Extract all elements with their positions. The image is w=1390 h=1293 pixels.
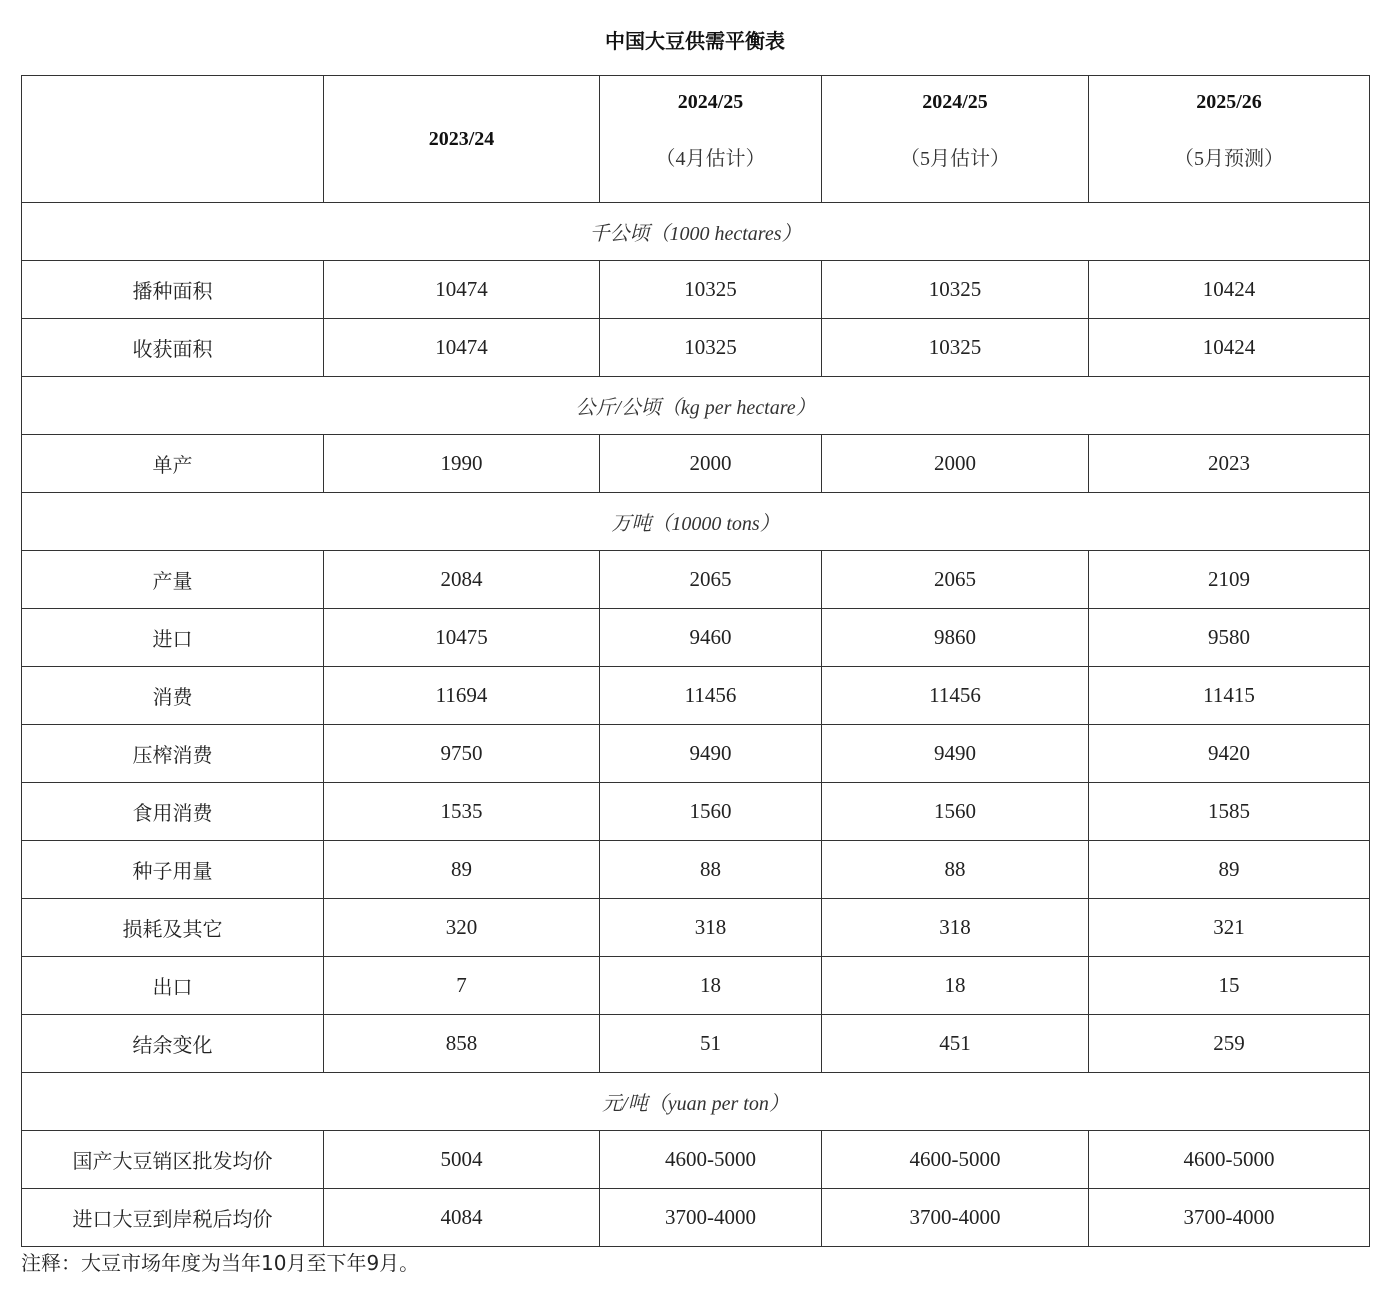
- table-title: 中国大豆供需平衡表: [605, 29, 785, 53]
- header-subtitle: （5月估计）: [900, 148, 1010, 170]
- header-year: 2025/26: [1196, 91, 1262, 113]
- header-col-2025-26-may: [1089, 76, 1370, 203]
- unit-row: [22, 203, 1370, 261]
- row-label: 出口: [22, 957, 324, 1015]
- table-row: [22, 609, 1370, 667]
- row-label: 进口大豆到岸税后均价: [22, 1189, 324, 1247]
- value-cell: 9750: [324, 725, 600, 783]
- value-cell: 10325: [822, 261, 1089, 319]
- row-label: 结余变化: [22, 1015, 324, 1073]
- value-cell: 51: [600, 1015, 822, 1073]
- row-label: 进口: [22, 609, 324, 667]
- row-label: 压榨消费: [22, 725, 324, 783]
- table-row: [22, 841, 1370, 899]
- unit-label: 元/吨（yuan per ton）: [22, 1073, 1370, 1131]
- value-cell: 9860: [822, 609, 1089, 667]
- header-year: 2024/25: [677, 91, 744, 113]
- value-cell: 2065: [822, 551, 1089, 609]
- value-cell: 11694: [324, 667, 600, 725]
- unit-label: 万吨（10000 tons）: [22, 493, 1370, 551]
- row-label: 消费: [22, 667, 324, 725]
- value-cell: 15: [1089, 957, 1370, 1015]
- value-cell: 2000: [600, 435, 822, 493]
- value-cell: 9420: [1089, 725, 1370, 783]
- value-cell: 2023: [1089, 435, 1370, 493]
- row-label: 损耗及其它: [22, 899, 324, 957]
- value-cell: 1560: [600, 783, 822, 841]
- value-cell: 10325: [600, 261, 822, 319]
- value-cell: 10474: [324, 319, 600, 377]
- value-cell: 3700-4000: [600, 1189, 822, 1247]
- value-cell: 10424: [1089, 319, 1370, 377]
- value-cell: 451: [822, 1015, 1089, 1073]
- unit-row: [22, 493, 1370, 551]
- table-row: [22, 551, 1370, 609]
- table-body: [22, 203, 1370, 1247]
- value-cell: 88: [600, 841, 822, 899]
- value-cell: 9460: [600, 609, 822, 667]
- header-year: 2023/24: [428, 128, 495, 150]
- unit-label: 千公顷（1000 hectares）: [22, 203, 1370, 261]
- value-cell: 10325: [822, 319, 1089, 377]
- header-label-cell: [22, 76, 324, 203]
- value-cell: 1585: [1089, 783, 1370, 841]
- table-row: [22, 319, 1370, 377]
- value-cell: 9490: [600, 725, 822, 783]
- value-cell: 3700-4000: [1089, 1189, 1370, 1247]
- table-row: [22, 1015, 1370, 1073]
- header-subtitle: （4月估计）: [655, 148, 766, 170]
- table-row: [22, 667, 1370, 725]
- row-label: 产量: [22, 551, 324, 609]
- row-label: 播种面积: [22, 261, 324, 319]
- table-row: [22, 261, 1370, 319]
- table-row: [22, 957, 1370, 1015]
- value-cell: 1560: [822, 783, 1089, 841]
- value-cell: 18: [600, 957, 822, 1015]
- value-cell: 259: [1089, 1015, 1370, 1073]
- value-cell: 11456: [822, 667, 1089, 725]
- value-cell: 318: [822, 899, 1089, 957]
- header-year: 2024/25: [922, 91, 988, 113]
- value-cell: 318: [600, 899, 822, 957]
- value-cell: 10475: [324, 609, 600, 667]
- table-row: [22, 1189, 1370, 1247]
- header-subtitle: （5月预测）: [1174, 148, 1284, 170]
- value-cell: 9490: [822, 725, 1089, 783]
- value-cell: 1535: [324, 783, 600, 841]
- unit-row: [22, 1073, 1370, 1131]
- value-cell: 2109: [1089, 551, 1370, 609]
- value-cell: 858: [324, 1015, 600, 1073]
- table-row: [22, 783, 1370, 841]
- table-row: [22, 1131, 1370, 1189]
- row-label: 食用消费: [22, 783, 324, 841]
- header-col-2024-25-april: [600, 76, 822, 203]
- value-cell: 10325: [600, 319, 822, 377]
- row-label: 国产大豆销区批发均价: [22, 1131, 324, 1189]
- value-cell: 4084: [324, 1189, 600, 1247]
- footnote: 注释：大豆市场年度为当年10月至下年9月。: [21, 1251, 420, 1275]
- header-col-2024-25-may: [822, 76, 1089, 203]
- row-label: 单产: [22, 435, 324, 493]
- value-cell: 4600-5000: [1089, 1131, 1370, 1189]
- value-cell: 1990: [324, 435, 600, 493]
- value-cell: 4600-5000: [822, 1131, 1089, 1189]
- table-row: [22, 725, 1370, 783]
- value-cell: 2084: [324, 551, 600, 609]
- value-cell: 4600-5000: [600, 1131, 822, 1189]
- unit-row: [22, 377, 1370, 435]
- row-label: 种子用量: [22, 841, 324, 899]
- value-cell: 18: [822, 957, 1089, 1015]
- table-row: [22, 435, 1370, 493]
- header-row: [22, 76, 1370, 203]
- value-cell: 7: [324, 957, 600, 1015]
- value-cell: 89: [324, 841, 600, 899]
- value-cell: 321: [1089, 899, 1370, 957]
- supply-demand-table: [21, 75, 1370, 1247]
- row-label: 收获面积: [22, 319, 324, 377]
- value-cell: 11456: [600, 667, 822, 725]
- value-cell: 2000: [822, 435, 1089, 493]
- table-row: [22, 899, 1370, 957]
- value-cell: 11415: [1089, 667, 1370, 725]
- value-cell: 10424: [1089, 261, 1370, 319]
- header-col-2023-24: [324, 76, 600, 203]
- value-cell: 88: [822, 841, 1089, 899]
- unit-label: 公斤/公顷（kg per hectare）: [22, 377, 1370, 435]
- value-cell: 9580: [1089, 609, 1370, 667]
- value-cell: 3700-4000: [822, 1189, 1089, 1247]
- value-cell: 10474: [324, 261, 600, 319]
- value-cell: 320: [324, 899, 600, 957]
- value-cell: 2065: [600, 551, 822, 609]
- value-cell: 5004: [324, 1131, 600, 1189]
- value-cell: 89: [1089, 841, 1370, 899]
